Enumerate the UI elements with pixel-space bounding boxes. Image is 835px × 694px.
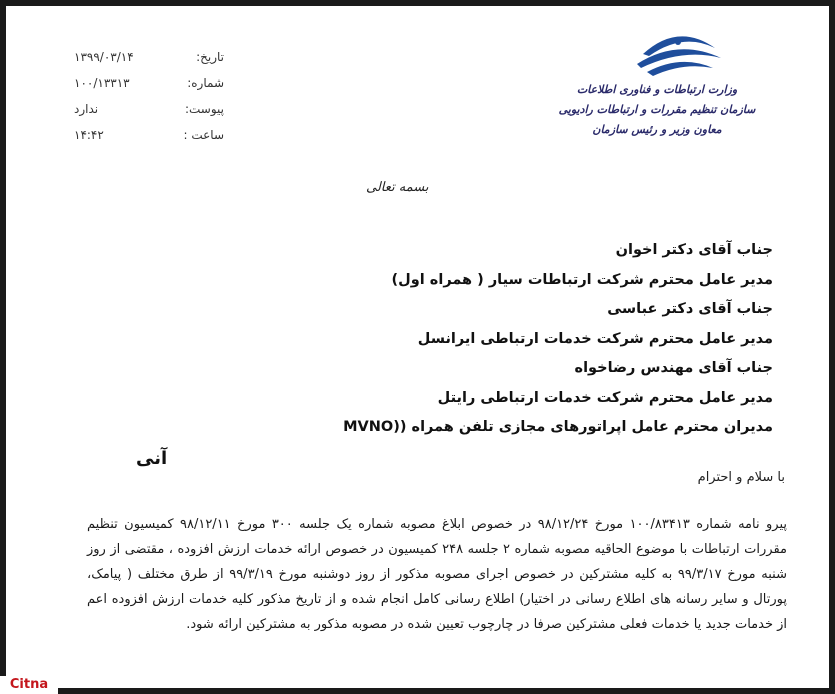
time-label: ساعت : [183,128,224,142]
letter-meta [74,44,224,148]
date-label: تاریخ: [196,50,224,64]
bismillah: بسمه تعالی [366,180,429,195]
greeting: با سلام و احترام [697,470,785,485]
number-value: ۱۰۰/۱۳۳۱۳ [74,76,130,90]
recipient-line: جناب آقای دکتر عباسی [607,301,773,317]
recipient-line: جناب آقای مهندس رضاخواه [574,360,773,376]
ministry-name: وزارت ارتباطات و فناوری اطلاعات [576,83,738,96]
urgency-label: آنی [136,448,168,469]
recipient-line: مدیر عامل محترم شرکت ارتباطات سیار ( همراه اول) [391,271,773,288]
letter-page [6,6,829,688]
recipient-line: مدیر عامل محترم شرکت خدمات ارتباطی رایتل [437,389,773,406]
number-row [74,70,224,96]
recipients-block [273,236,773,443]
watermark-logo: Citna [0,676,58,694]
attachment-label: پیوست: [184,102,224,116]
time-row [74,122,224,148]
recipient-line: مدیر عامل محترم شرکت خدمات ارتباطی ایرانسل [417,330,773,347]
recipient-line: جناب آقای دکتر اخوان [615,242,773,258]
time-value: ۱۴:۴۲ [74,128,104,142]
agency-name: سازمان تنظیم مقررات و ارتباطات رادیویی [558,103,756,116]
deputy-title: معاون وزیر و رئیس سازمان [592,123,722,136]
date-row [74,44,224,70]
attachment-value: ندارد [74,102,99,116]
date-value: ۱۳۹۹/۰۳/۱۴ [74,50,134,64]
letter-body [87,512,787,637]
organization-header [557,80,757,140]
ministry-logo-icon [623,24,733,80]
recipient-line: مدیران محترم عامل اپراتورهای مجازی تلفن همراه ((MVNO [343,419,773,435]
body-paragraph: پیرو نامه شماره ۱۰۰/۸۳۴۱۳ مورخ ۹۸/۱۲/۲۴ در خصوص ابلاغ مصوبه شماره یک جلسه ۳۰۰ مورخ ۹۸/۱۲/۱۱ کمیسیون تنظیم مقررات ارتباطات با موضوع الحاقیه مصوبه شماره ۲ جلسه ۲۴۸ کمیسیون در خصوص ارائه خدمات ارزش افزوده ، مقتضی از روز شنبه مورخ ۹۹/۳/۱۷ به کلیه مشترکین در خصوص اجرای مصوبه مذکور از روز دوشنبه مورخ ۹۹/۳/۱۹ از طرق مختلف ( پیامک، پورتال و سایر رسانه های اطلاع رسانی در اختیار) اطلاع رسانی کامل انجام شده و از تاریخ مذکور کلیه خدمات ارزش افزوده اعم از خدمات جدید یا خدمات فعلی مشترکین صرفا در چارچوب تعیین شده در مصوبه مذکور به مشترکین ارائه شود. [87,517,787,632]
attachment-row [74,96,224,122]
number-label: شماره: [187,76,224,90]
